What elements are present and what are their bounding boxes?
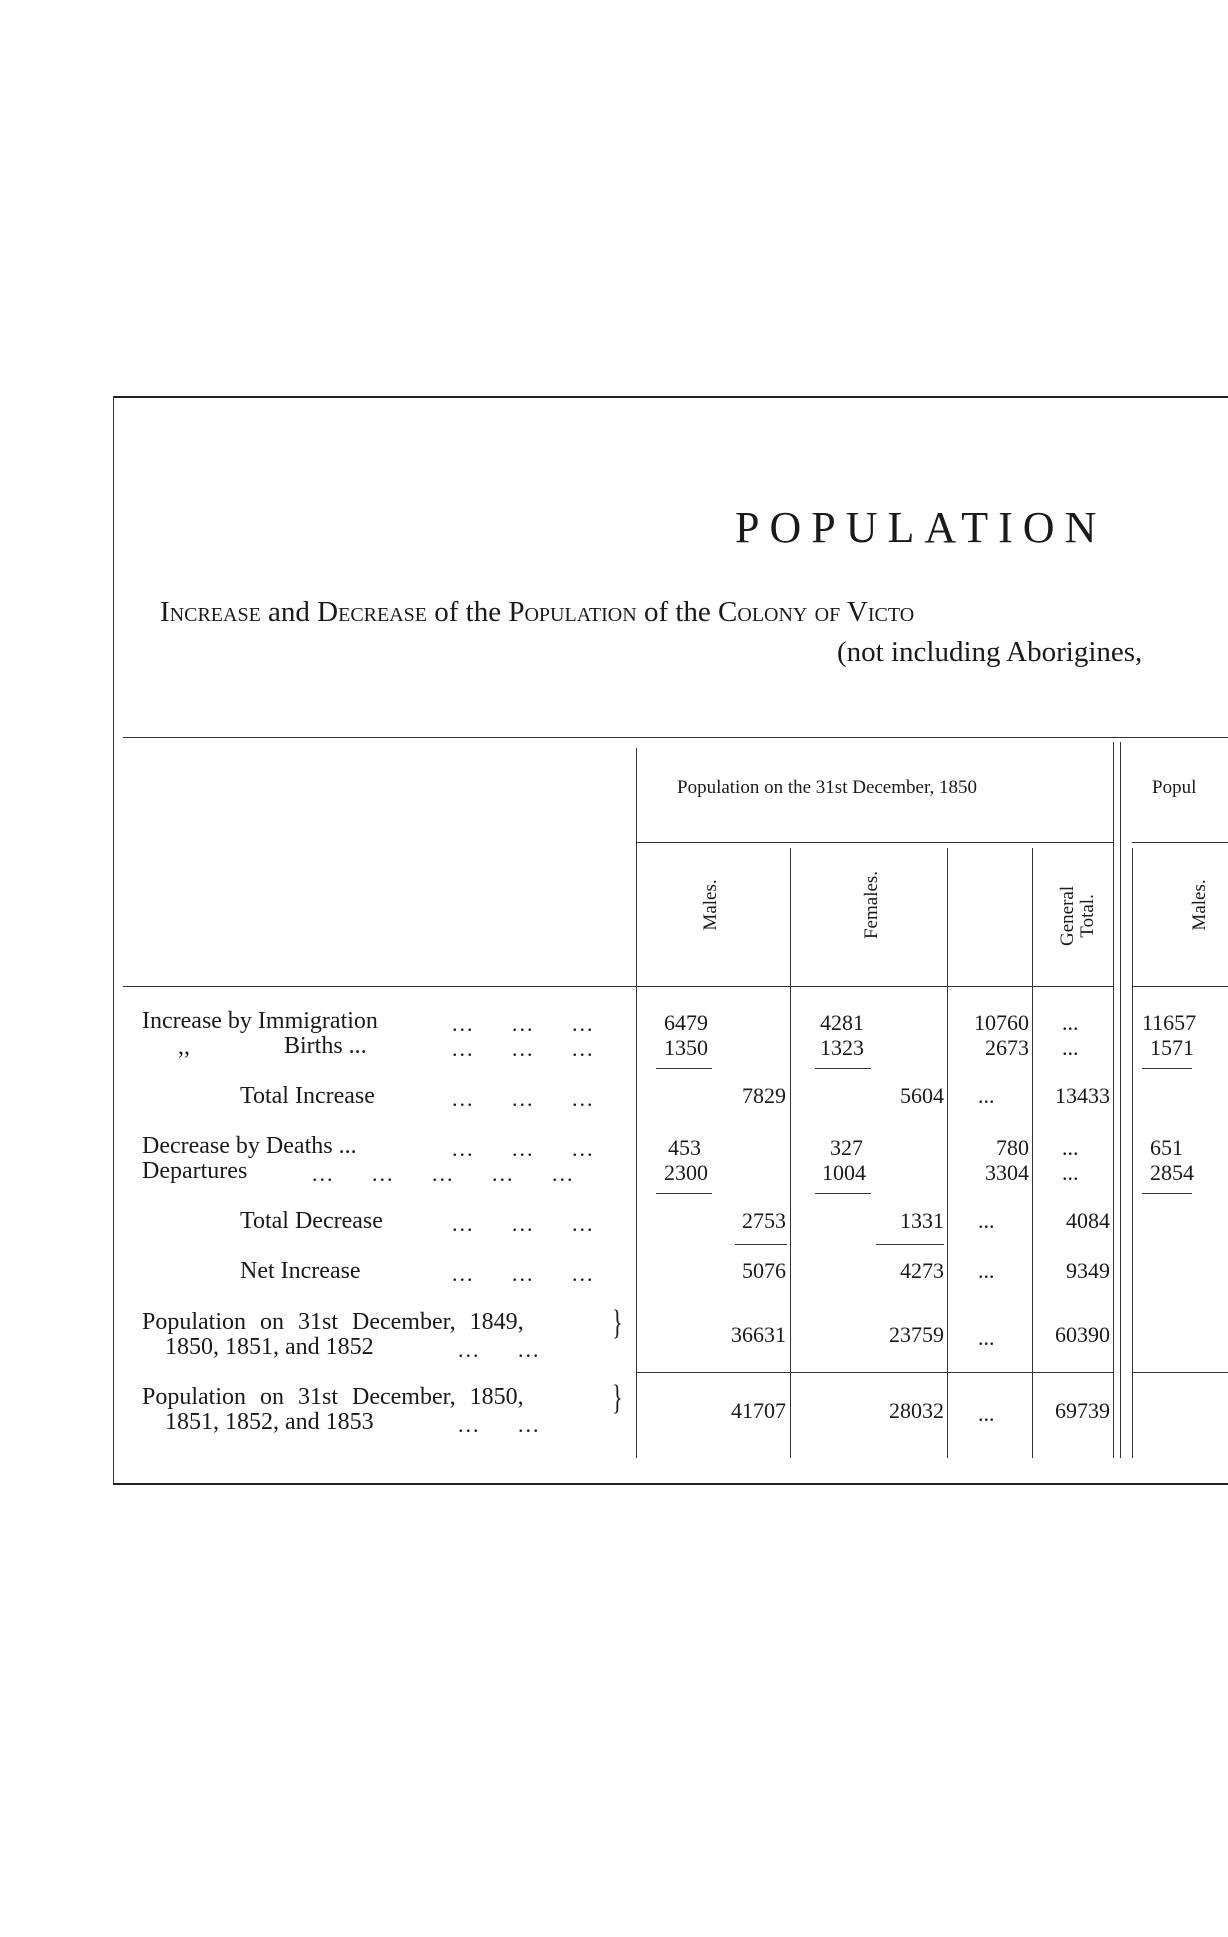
- row-dots: ... ... ...: [452, 1036, 595, 1061]
- cell-pop1850-males: 41707: [731, 1398, 786, 1423]
- cell-imm-females: 4281: [820, 1010, 864, 1035]
- frame-bottom-rule: [113, 1483, 1228, 1485]
- cell-departures-combined: 3304: [985, 1160, 1029, 1185]
- row-label-deaths: Decrease by Deaths ...: [142, 1133, 357, 1159]
- row-dots: ... ...: [458, 1337, 541, 1362]
- col-rule-next: [1132, 848, 1133, 1458]
- col-header-total: Total.: [1077, 894, 1098, 938]
- cell-net-total: 9349: [1066, 1258, 1110, 1283]
- cell-pop1849-combined: ...: [978, 1325, 995, 1350]
- cell-total-inc-combined: ...: [978, 1083, 995, 1108]
- page-title: POPULATION: [735, 503, 1107, 552]
- cell-pop1849-total: 60390: [1055, 1322, 1110, 1347]
- cell-deaths-males: 453: [668, 1135, 701, 1160]
- row-label-pop-1850-l1: Population on 31st December, 1850,: [142, 1384, 524, 1410]
- sum-rule: [636, 1372, 1113, 1373]
- row-label-net-increase: Net Increase: [240, 1258, 361, 1284]
- underline: [815, 1068, 871, 1069]
- row-label-pop-1850-l2: 1851, 1852, and 1853: [165, 1409, 374, 1435]
- cell-pop1850-total: 69739: [1055, 1398, 1110, 1423]
- cell-imm-combined: 10760: [974, 1010, 1029, 1035]
- subtitle-word-of-the-2: of the: [643, 596, 711, 628]
- frame-top-rule: [113, 396, 1228, 398]
- subtitle-word-increase: Increase: [160, 596, 261, 628]
- cell-imm-males: 6479: [664, 1010, 708, 1035]
- group-header-rule-2: [1132, 842, 1228, 843]
- col-rule-label: [636, 748, 637, 1458]
- cell-departures-total: ...: [1062, 1160, 1079, 1185]
- row-label-births: Births ...: [284, 1033, 367, 1059]
- subtitle-line-2: (not including Aborigines,: [837, 636, 1143, 668]
- col-rule-females: [947, 848, 948, 1458]
- col-rule-total-b: [1120, 742, 1121, 1458]
- header-bottom-rule-data: [636, 986, 1113, 987]
- underline: [656, 1193, 712, 1194]
- cell-total-dec-combined: ...: [978, 1208, 995, 1233]
- brace-icon: }: [612, 1302, 623, 1343]
- cell-net-combined: ...: [978, 1258, 995, 1283]
- frame-left-rule: [113, 396, 114, 1483]
- subtitle-word-decrease: Decrease: [317, 596, 427, 628]
- col-rule-total-a: [1113, 742, 1114, 1458]
- table-top-rule: [123, 737, 1228, 738]
- row-dots: ... ... ...: [452, 1011, 595, 1036]
- group-header-next: Popul: [1152, 777, 1197, 798]
- brace-icon: }: [612, 1377, 623, 1418]
- row-label-departures: Departures: [142, 1158, 248, 1184]
- row-label-immigration: Increase by Immigration: [142, 1008, 378, 1034]
- col-header-general: General: [1057, 885, 1079, 947]
- cell-net-males: 5076: [742, 1258, 786, 1283]
- col-header-males-next: Males.: [1189, 879, 1211, 931]
- subtitle-line-1: [160, 596, 914, 629]
- row-dots: ... ... ...: [452, 1086, 595, 1111]
- cell-pop1850-combined: ...: [978, 1401, 995, 1426]
- cell-pop1850-females: 28032: [889, 1398, 944, 1423]
- header-bottom-rule: [123, 986, 636, 987]
- cell-departures-males: 2300: [664, 1160, 708, 1185]
- cell-departures-females: 1004: [822, 1160, 866, 1185]
- cell-deaths-next: 651: [1150, 1135, 1183, 1160]
- cell-deaths-combined: 780: [996, 1135, 1029, 1160]
- cell-total-dec-females: 1331: [900, 1208, 944, 1233]
- subtitle-word-and: and: [268, 596, 310, 628]
- cell-total-inc-males: 7829: [742, 1083, 786, 1108]
- cell-deaths-total: ...: [1062, 1135, 1079, 1160]
- cell-births-total: ...: [1062, 1035, 1079, 1060]
- col-header-males: Males.: [700, 879, 722, 931]
- cell-imm-next: 11657: [1142, 1010, 1197, 1035]
- cell-total-inc-total: 13433: [1055, 1083, 1110, 1108]
- cell-births-next: 1571: [1150, 1035, 1194, 1060]
- row-label-total-decrease: Total Decrease: [240, 1208, 383, 1234]
- col-header-general-total: [1058, 871, 1098, 961]
- row-dots: ... ... ...: [452, 1136, 595, 1161]
- cell-net-females: 4273: [900, 1258, 944, 1283]
- row-dots: ... ... ... ... ...: [312, 1161, 575, 1186]
- col-rule-males: [790, 848, 791, 1458]
- cell-deaths-females: 327: [830, 1135, 863, 1160]
- underline: [656, 1068, 712, 1069]
- cell-total-inc-females: 5604: [900, 1083, 944, 1108]
- underline: [1142, 1193, 1192, 1194]
- underline: [1142, 1068, 1192, 1069]
- row-label-pop-1849-l1: Population on 31st December, 1849,: [142, 1309, 524, 1335]
- cell-total-dec-total: 4084: [1066, 1208, 1110, 1233]
- subtitle-word-of-the: of the: [434, 596, 502, 628]
- underline: [735, 1244, 787, 1245]
- header-bottom-rule-next: [1132, 986, 1228, 987]
- row-dots: ... ...: [458, 1412, 541, 1437]
- cell-births-combined: 2673: [985, 1035, 1029, 1060]
- cell-births-males: 1350: [664, 1035, 708, 1060]
- underline: [815, 1193, 871, 1194]
- underline: [876, 1244, 944, 1245]
- cell-pop1849-males: 36631: [731, 1322, 786, 1347]
- group-header-rule: [636, 842, 1113, 843]
- row-label-total-increase: Total Increase: [240, 1083, 375, 1109]
- group-header-1850: Population on the 31st December, 1850: [677, 777, 978, 798]
- sum-rule-next: [1132, 1372, 1228, 1373]
- cell-imm-total: ...: [1062, 1010, 1079, 1035]
- cell-total-dec-males: 2753: [742, 1208, 786, 1233]
- col-header-females: Females.: [861, 870, 883, 940]
- col-rule-combined: [1032, 848, 1033, 1458]
- row-label-births-ditto: ,,: [178, 1034, 190, 1060]
- subtitle-word-colony: Colony of Victo: [718, 596, 915, 628]
- cell-births-females: 1323: [820, 1035, 864, 1060]
- row-dots: ... ... ...: [452, 1261, 595, 1286]
- row-label-pop-1849-l2: 1850, 1851, and 1852: [165, 1334, 374, 1360]
- cell-departures-next: 2854: [1150, 1160, 1194, 1185]
- subtitle-word-population: Population: [508, 596, 637, 628]
- row-dots: ... ... ...: [452, 1211, 595, 1236]
- cell-pop1849-females: 23759: [889, 1322, 944, 1347]
